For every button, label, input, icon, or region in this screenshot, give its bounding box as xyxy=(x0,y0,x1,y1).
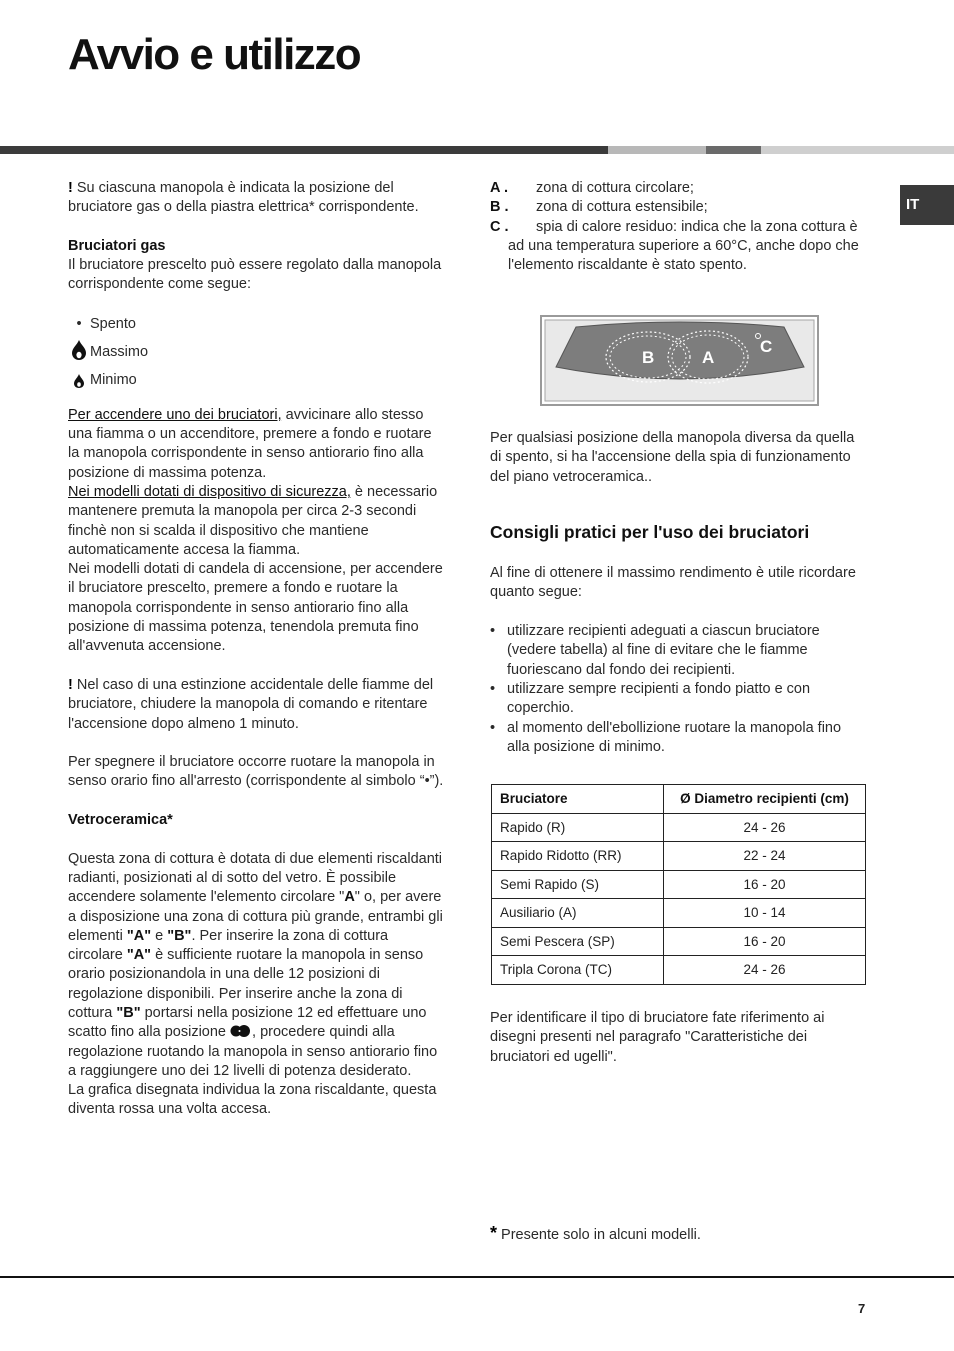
table-row: Rapido Ridotto (RR) 22 - 24 xyxy=(492,842,866,871)
language-tab: IT xyxy=(900,185,954,225)
position-max: Massimo xyxy=(68,339,446,367)
diagram-label-c: C xyxy=(760,337,773,356)
intro-paragraph: ! Su ciascuna manopola è indicata la posizione del bruciatore gas o della piastra elettrica* corrispondente. xyxy=(68,180,419,216)
table-row: Semi Pescera (SP) 16 - 20 xyxy=(492,927,866,956)
header-bar-pale xyxy=(761,146,954,154)
vetro-paragraph-2: La grafica disegnata individua la zona riscaldante, questa diventa rossa una volta accesa. xyxy=(68,1082,437,1118)
page-title: Avvio e utilizzo xyxy=(68,30,361,79)
identify-paragraph: Per identificare il tipo di bruciatore fate riferimento ai disegni presenti nel paragrafo "Caratteristiche dei bruciatori ed ugelli". xyxy=(490,1010,825,1065)
indicator-paragraph: Per qualsiasi posizione della manopola diversa da quella di spento, si ha l'accensione della spia di funzionamento del piano vetroceramica.. xyxy=(490,430,855,485)
tip-item: • utilizzare recipienti adeguati a ciascun bruciatore (vedere tabella) al fine di evitare che le fiamme fuoriescano dal fondo dei recipienti. xyxy=(490,623,820,678)
double-zone-icon xyxy=(230,1024,252,1040)
gas-heading: Bruciatori gas xyxy=(68,237,166,254)
table-header-diameter: Ø Diametro recipienti (cm) xyxy=(664,785,866,814)
lighting-paragraph: Per accendere uno dei bruciatori, avvicinare allo stesso una fiamma o un accenditore, premere a fondo e ruotare la manopola corrispondente in senso antiorario fino alla posizione di massima potenza. xyxy=(68,406,432,481)
large-flame-icon xyxy=(68,340,90,366)
tips-heading: Consigli pratici per l'uso dei bruciatori xyxy=(490,521,810,542)
page-number: 7 xyxy=(858,1301,866,1316)
header-bar-mid xyxy=(706,146,761,154)
footer-rule xyxy=(0,1276,954,1278)
table-row: Rapido (R) 24 - 26 xyxy=(492,813,866,842)
vetro-heading: Vetroceramica* xyxy=(68,812,173,829)
right-column xyxy=(490,179,866,275)
tip-item: • utilizzare sempre recipienti a fondo piatto e con coperchio. xyxy=(490,680,811,717)
candle-paragraph: Nei modelli dotati di candela di accensione, per accendere il bruciatore prescelto, premere a fondo e ruotare la manopola corrispondente in senso antiorario fino alla posizione di massima potenza, tenendola premuta fino all'avvenuta accensione. xyxy=(68,561,443,655)
table-row: Semi Rapido (S) 16 - 20 xyxy=(492,870,866,899)
vetro-paragraph: Questa zona di cottura è dotata di due elementi riscaldanti radianti, posizionati al di sotto del vetro. È possibile accendere solamente l'elemento circolare "A" o, per avere a disposizione una zona di cottura più grande, entrambi gli elementi "A" e "B". Per inserire la zona di cottura circolare "A" è sufficiente ruotare la manopola in senso orario posizionandola in una delle 12 posizioni di regolazione disponibili. Per inserire anche la zona di cottura "B" portarsi nella posizione 12 ed effettuare uno scatto fino alla posizione , procedere quindi alla regolazione ruotando la manopola in senso antiorario fino a raggiungere uno dei 12 livelli di potenza desiderato. xyxy=(68,850,443,1079)
identify-paragraph-wrap xyxy=(490,1009,866,1067)
header-bar-light xyxy=(608,146,706,154)
cooktop-diagram xyxy=(540,315,819,406)
label-a: A . zona di cottura circolare; xyxy=(490,180,694,196)
footnote-star: * xyxy=(490,1223,498,1243)
right-column-lower xyxy=(490,429,866,757)
gas-text: Il bruciatore prescelto può essere regolato dalla manopola corrispondente come segue: xyxy=(68,257,442,293)
small-flame-icon xyxy=(68,368,90,394)
header-bar-dark xyxy=(0,146,608,154)
off-paragraph: Per spegnere il bruciatore occorre ruotare la manopola in senso orario fino all'arresto (corrispondente al simbolo “•”). xyxy=(68,754,444,790)
left-column xyxy=(68,179,446,1120)
table-row: Tripla Corona (TC) 24 - 26 xyxy=(492,956,866,985)
extinction-paragraph: ! Nel caso di una estinzione accidentale delle fiamme del bruciatore, chiudere la manopola di comando e ritentare l'accensione dopo almeno 1 minuto. xyxy=(68,676,434,732)
label-b: B . zona di cottura estensibile; xyxy=(490,199,708,216)
dot-icon: • xyxy=(76,316,82,333)
tips-intro: Al fine di ottenere il massimo rendimento è utile ricordare quanto segue: xyxy=(490,565,856,601)
table-header-row xyxy=(492,785,866,814)
diagram-label-a: A xyxy=(702,348,715,367)
position-min: Minimo xyxy=(68,367,446,395)
footnote: * Presente solo in alcuni modelli. xyxy=(490,1223,701,1243)
diagram-label-b: B xyxy=(642,348,655,367)
table-row: Ausiliario (A) 10 - 14 xyxy=(492,899,866,928)
label-c: C . spia di calore residuo: indica che la zona cottura è ad una temperatura superiore a 60°C, anche dopo che l'elemento riscaldante è stato spento. xyxy=(490,218,859,274)
burner-table xyxy=(491,784,866,985)
position-off: • Spento xyxy=(68,311,446,339)
tip-item: • al momento dell'ebollizione ruotare la manopola fino alla posizione di minimo. xyxy=(490,719,842,755)
table-header-burner: Bruciatore xyxy=(492,785,664,814)
safety-paragraph: Nei modelli dotati di dispositivo di sicurezza, è necessario mantenere premuta la manopola per circa 2-3 secondi finchè non si scalda il dispositivo che mantiene automaticamente accesa la fiamma. xyxy=(68,483,438,558)
